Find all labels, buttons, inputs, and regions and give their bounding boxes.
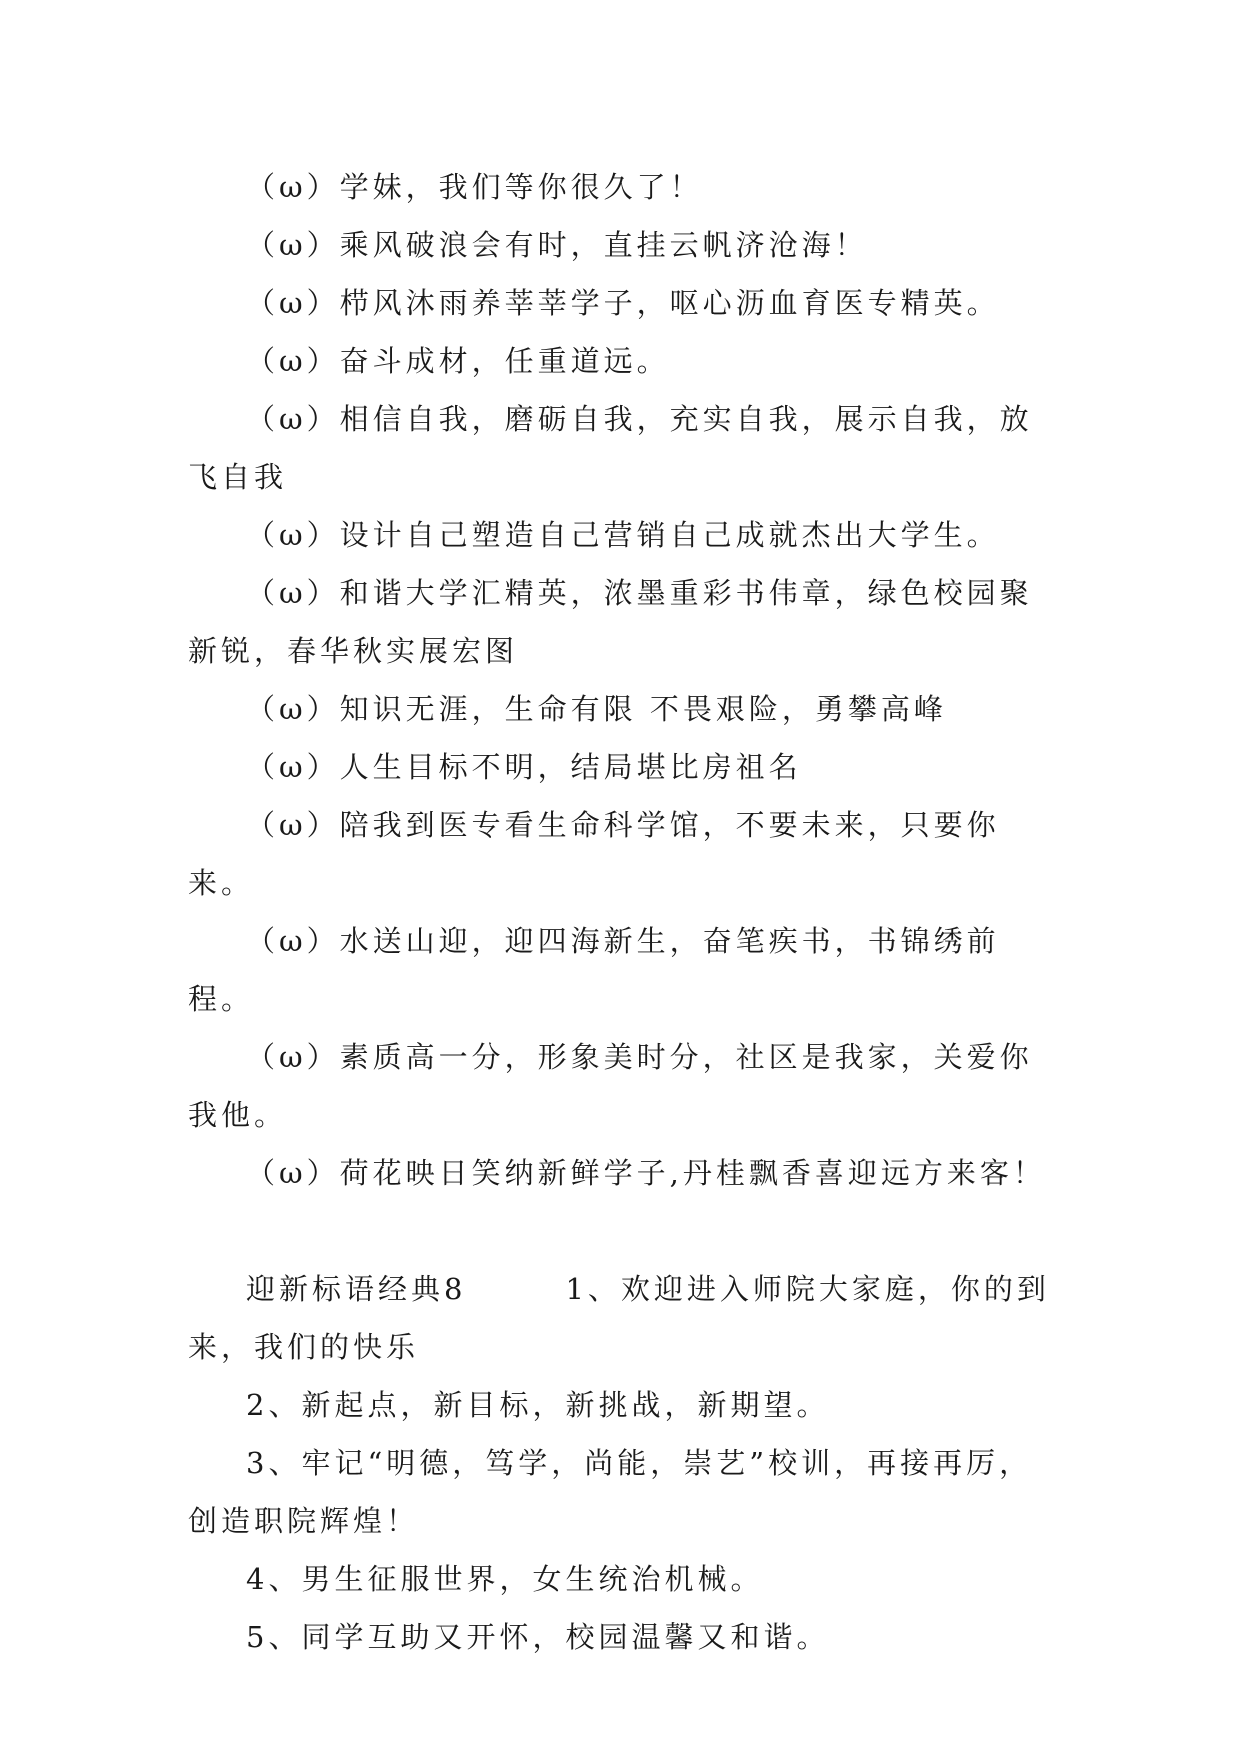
slogan-paragraph: （ω）设计自己塑造自己营销自己成就杰出大学生。 [246, 518, 1000, 552]
slogan-paragraph: （ω）相信自我，磨砺自我，充实自我，展示自我，放飞自我 [188, 402, 1033, 494]
slogan-paragraph: （ω）陪我到医专看生命科学馆，不要未来，只要你来。 [188, 808, 1000, 900]
slogan-paragraph: （ω）学妹，我们等你很久了！ [246, 170, 703, 204]
slogan-paragraph: （ω）人生目标不明，结局堪比房祖名 [246, 750, 802, 784]
slogan-paragraph: （ω）乘风破浪会有时，直挂云帆济沧海！ [246, 228, 868, 262]
section-item: 3、牢记“明德，笃学，尚能，崇艺”校训，再接再厉，创造职院辉煌！ [188, 1446, 1033, 1538]
slogan-paragraph: （ω）栉风沐雨养莘莘学子，呕心沥血育医专精英。 [246, 286, 1000, 320]
section-heading-item-1: 迎新标语经典8 1、欢迎进入师院大家庭，你的到来，我们的快乐 [188, 1272, 1050, 1364]
section-spacer [188, 1202, 1058, 1260]
section-item: 2、新起点，新目标，新挑战，新期望。 [246, 1388, 830, 1422]
section-item: 4、男生征服世界，女生统治机械。 [246, 1562, 764, 1596]
section-item: 5、同学互助又开怀，校园温馨又和谐。 [246, 1620, 830, 1654]
slogan-paragraph: （ω）知识无涯，生命有限 不畏艰险，勇攀高峰 [246, 692, 947, 726]
slogan-paragraph: （ω）和谐大学汇精英，浓墨重彩书伟章，绿色校园聚新锐，春华秋实展宏图 [188, 576, 1033, 668]
slogan-paragraph: （ω）素质高一分，形象美时分，社区是我家，关爱你我他。 [188, 1040, 1033, 1132]
slogan-paragraph: （ω）奋斗成材，任重道远。 [246, 344, 670, 378]
slogan-paragraph: （ω）水送山迎，迎四海新生，奋笔疾书，书锦绣前程。 [188, 924, 1000, 1016]
text-block [188, 158, 1058, 1666]
slogan-paragraph: （ω）荷花映日笑纳新鲜学子,丹桂飘香喜迎远方来客！ [246, 1156, 1046, 1190]
